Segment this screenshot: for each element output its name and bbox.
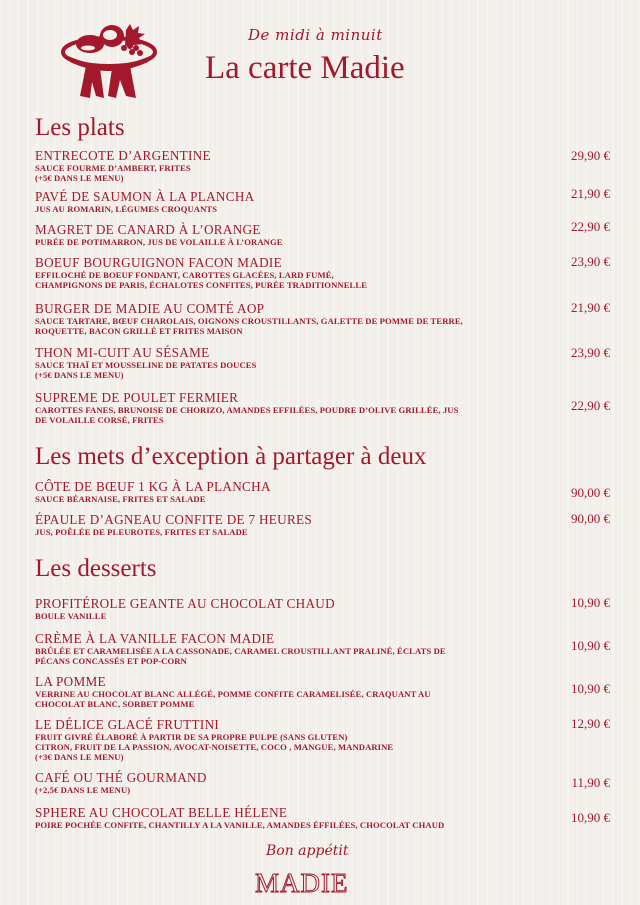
waiters-carrying-platter-icon <box>60 22 158 100</box>
item-desc: FRUIT GIVRÉ ÉLABORÉ À PARTIR DE SA PROPRE PULPE (SANS GLUTEN) <box>35 732 348 742</box>
item-desc: BOULE VANILLE <box>35 611 107 621</box>
item-desc: CAROTTES FANES, BRUNOISE DE CHORIZO, AMANDES EFFILÉES, POUDRE D’OLIVE GRILLÉE, JUS <box>35 405 459 415</box>
item-price: 90,00 € <box>571 511 610 526</box>
item-desc: CITRON, FRUIT DE LA PASSION, AVOCAT-NOISETTE, COCO , MANGUE, MANDARINE <box>35 742 394 752</box>
item-price: 21,90 € <box>571 186 610 201</box>
item-desc: JUS AU ROMARIN, LÉGUMES CROQUANTS <box>35 204 218 214</box>
item-desc: POIRE POCHÉE CONFITE, CHANTILLY A LA VANILLE, AMANDES ÉFFILÉES, CHOCOLAT CHAUD <box>35 820 445 830</box>
menu-item <box>35 390 535 425</box>
item-desc: BRÛLÉE ET CARAMELISÉE A LA CASSONADE, CARAMEL CROUSTILLANT PRALINÉ, ÉCLATS DE <box>35 646 446 656</box>
item-desc: PURÉE DE POTIMARRON, JUS DE VOLAILLE À L’ORANGE <box>35 237 283 247</box>
menu-item <box>35 805 535 830</box>
item-desc: (+5€ DANS LE MENU) <box>35 173 124 183</box>
item-price: 29,90 € <box>571 148 610 163</box>
section-title-exception: Les mets d’exception à partager à deux <box>35 443 427 470</box>
item-desc: SAUCE THAÏ ET MOUSSELINE DE PATATES DOUCES <box>35 360 257 370</box>
item-desc: VERRINE AU CHOCOLAT BLANC ALLÉGÉ, POMME CONFITE CARAMELISÉE, CRAQUANT AU <box>35 689 431 699</box>
item-desc: ROQUETTE, BACON GRILLÉ ET FRITES MAISON <box>35 326 243 336</box>
item-price: 23,90 € <box>571 345 610 360</box>
item-name: SUPREME DE POULET FERMIER <box>35 390 239 405</box>
menu-item <box>35 255 535 290</box>
item-desc: CHAMPIGNONS DE PARIS, ÉCHALOTES CONFITES, PURÉE TRADITIONNELLE <box>35 280 368 290</box>
item-name: PAVÉ DE SAUMON À LA PLANCHA <box>35 189 255 204</box>
item-price: 12,90 € <box>571 716 610 731</box>
menu-item <box>35 189 535 214</box>
item-price: 22,90 € <box>571 219 610 234</box>
menu-item <box>35 148 535 183</box>
item-name: LA POMME <box>35 674 106 689</box>
footer-tagline: Bon appétit <box>266 843 349 859</box>
item-price: 10,90 € <box>571 638 610 653</box>
item-desc: CHOCOLAT BLANC, SORBET POMME <box>35 699 195 709</box>
item-name: BURGER DE MADIE AU COMTÉ AOP <box>35 301 265 316</box>
menu-item <box>35 512 535 537</box>
item-desc: (+2,5€ DANS LE MENU) <box>35 785 131 795</box>
item-desc: JUS, POÊLÉE DE PLEUROTES, FRITES ET SALADE <box>35 527 248 537</box>
item-name: ENTRECOTE D’ARGENTINE <box>35 148 211 163</box>
item-desc: EFFILOCHÉ DE BOEUF FONDANT, CAROTTES GLACÉES, LARD FUMÉ, <box>35 270 334 280</box>
section-title-desserts: Les desserts <box>35 555 157 582</box>
item-desc: SAUCE BÉARNAISE, FRITES ET SALADE <box>35 494 206 504</box>
item-name: BOEUF BOURGUIGNON FACON MADIE <box>35 255 282 270</box>
section-title-plats: Les plats <box>35 114 125 141</box>
menu-item <box>35 222 535 247</box>
item-desc: (+5€ DANS LE MENU) <box>35 370 124 380</box>
item-name: CÔTE DE BŒUF 1 KG À LA PLANCHA <box>35 479 271 494</box>
menu-item <box>35 479 535 504</box>
item-name: CRÈME À LA VANILLE FACON MADIE <box>35 631 275 646</box>
menu-item <box>35 301 535 336</box>
menu-item <box>35 345 535 380</box>
item-name: CAFÉ OU THÉ GOURMAND <box>35 770 207 785</box>
item-price: 23,90 € <box>571 254 610 269</box>
item-name: MAGRET DE CANARD À L’ORANGE <box>35 222 261 237</box>
item-price: 21,90 € <box>571 300 610 315</box>
item-name: SPHERE AU CHOCOLAT BELLE HÉLENE <box>35 805 288 820</box>
page-title: La carte Madie <box>205 50 405 86</box>
item-desc: DE VOLAILLE CORSÉ, FRITES <box>35 415 164 425</box>
item-desc: SAUCE TARTARE, BŒUF CHAROLAIS, OIGNONS CROUSTILLANTS, GALETTE DE POMME DE TERRE, <box>35 316 463 326</box>
menu-item <box>35 631 535 666</box>
item-name: THON MI-CUIT AU SÉSAME <box>35 345 210 360</box>
item-name: LE DÉLICE GLACÉ FRUTTINI <box>35 717 220 732</box>
item-name: PROFITÉROLE GEANTE AU CHOCOLAT CHAUD <box>35 596 335 611</box>
item-desc: (+3€ DANS LE MENU) <box>35 752 124 762</box>
item-name: ÉPAULE D’AGNEAU CONFITE DE 7 HEURES <box>35 512 313 527</box>
menu-item <box>35 674 535 709</box>
item-price: 90,00 € <box>571 485 610 500</box>
menu-item <box>35 596 535 621</box>
item-desc: SAUCE FOURME D’AMBERT, FRITES <box>35 163 191 173</box>
item-price: 10,90 € <box>571 810 610 825</box>
item-price: 22,90 € <box>571 398 610 413</box>
menu-item <box>35 770 535 795</box>
footer-brand-logo: MADIE <box>255 868 349 898</box>
item-desc: PÉCANS CONCASSÉS ET POP-CORN <box>35 656 187 666</box>
tagline: De midi à minuit <box>248 26 383 44</box>
item-price: 10,90 € <box>571 595 610 610</box>
item-price: 10,90 € <box>571 681 610 696</box>
menu-item <box>35 717 535 762</box>
item-price: 11,90 € <box>571 775 610 790</box>
